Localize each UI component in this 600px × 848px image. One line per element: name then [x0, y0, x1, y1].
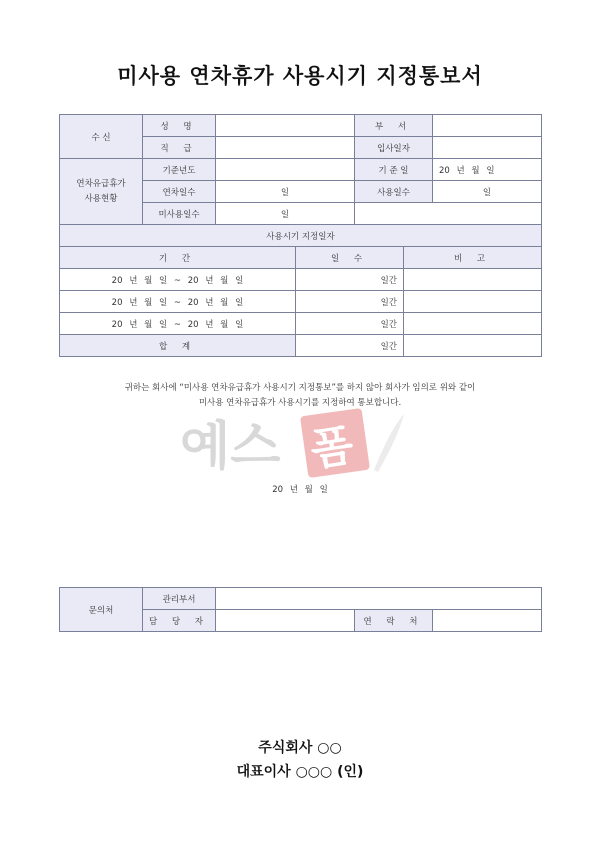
person-in-charge-label: 담 당 자: [143, 610, 216, 632]
used-days-field[interactable]: 일: [433, 181, 542, 203]
contact-table: [59, 587, 542, 632]
unused-days-label: 미사용일수: [143, 203, 216, 225]
note-field[interactable]: [404, 291, 542, 313]
svg-text:예스: 예스: [180, 417, 281, 477]
phone-label: 연 락 처: [355, 610, 433, 632]
period-field[interactable]: 20 년 월 일 ~ 20 년 월 일: [60, 269, 296, 291]
period-field[interactable]: 20 년 월 일 ~ 20 년 월 일: [60, 291, 296, 313]
hire-date-field[interactable]: [433, 137, 542, 159]
document-title: 미사용 연차휴가 사용시기 지정통보서: [117, 64, 483, 88]
leave-status-label-line1: 연차유급휴가: [76, 178, 126, 189]
note-field[interactable]: [404, 269, 542, 291]
name-label: 성 명: [143, 115, 216, 137]
schedule-row: [60, 313, 542, 335]
ceo-signature: 대표이사 ○○○ (인): [236, 764, 364, 780]
days-column-header: 일 수: [296, 247, 404, 269]
department-label: 부 서: [355, 115, 433, 137]
company-name: 주식회사 ○○: [258, 740, 342, 756]
days-field[interactable]: 일간: [296, 291, 404, 313]
note-column-header: 비 고: [404, 247, 542, 269]
annual-days-label: 연차일수: [143, 181, 216, 203]
watermark-logo: [178, 408, 408, 478]
recipient-section-label: 수 신: [60, 115, 143, 159]
notice-line-2: 미사용 연차유급휴가 사용시기를 지정하여 통보합니다.: [198, 398, 402, 408]
period-field[interactable]: 20 년 월 일 ~ 20 년 월 일: [60, 313, 296, 335]
position-label: 직 급: [143, 137, 216, 159]
note-field[interactable]: [404, 313, 542, 335]
issue-date: 20 년 월 일: [272, 485, 328, 495]
svg-text:폼: 폼: [307, 419, 357, 477]
total-note-field[interactable]: [404, 335, 542, 357]
person-in-charge-field[interactable]: [216, 610, 355, 632]
total-label: 합 계: [60, 335, 296, 357]
leave-status-label-line2: 사용현황: [84, 193, 118, 204]
phone-field[interactable]: [433, 610, 542, 632]
unused-days-field[interactable]: 일: [216, 203, 355, 225]
period-column-header: 기 간: [60, 247, 296, 269]
leave-table: [59, 114, 542, 357]
annual-days-field[interactable]: 일: [216, 181, 355, 203]
schedule-header: 사용시기 지정일자: [60, 225, 542, 247]
base-year-label: 기준년도: [143, 159, 216, 181]
days-field[interactable]: 일간: [296, 269, 404, 291]
contact-section-label: 문의처: [60, 588, 143, 632]
unused-days-blank: [355, 203, 542, 225]
days-field[interactable]: 일간: [296, 313, 404, 335]
total-days-field[interactable]: 일간: [296, 335, 404, 357]
name-field[interactable]: [216, 115, 355, 137]
hire-date-label: 입사일자: [355, 137, 433, 159]
managing-dept-label: 관리부서: [143, 588, 216, 610]
schedule-row: [60, 291, 542, 313]
leave-status-section-label: [60, 159, 143, 225]
notice-line-1: 귀하는 회사에 “미사용 연차유급휴가 사용시기 지정통보”를 하지 않아 회사가 임의로 위와 같이: [124, 383, 476, 393]
schedule-row: [60, 269, 542, 291]
base-date-field[interactable]: 20 년 월 일: [433, 159, 542, 181]
notice-text: [0, 381, 600, 411]
managing-dept-field[interactable]: [216, 588, 542, 610]
base-date-label: 기 준 일: [355, 159, 433, 181]
used-days-label: 사용일수: [355, 181, 433, 203]
department-field[interactable]: [433, 115, 542, 137]
position-field[interactable]: [216, 137, 355, 159]
base-year-field[interactable]: [216, 159, 355, 181]
